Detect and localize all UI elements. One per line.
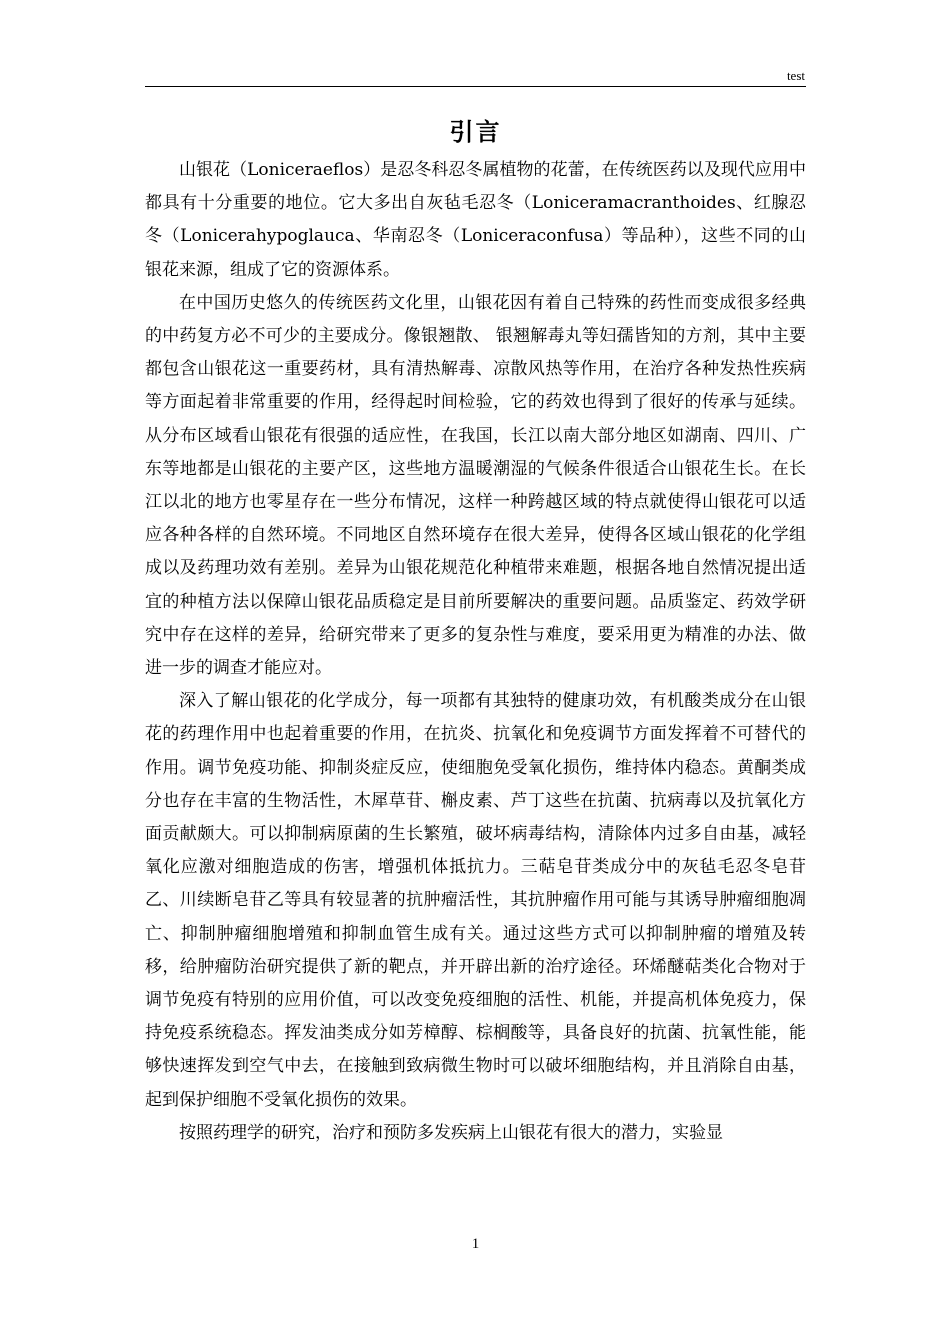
page-number: 1 (471, 1236, 480, 1252)
paragraph-4: 按照药理学的研究，治疗和预防多发疾病上山银花有很大的潜力，实验显 (179, 1122, 723, 1143)
header-rule (145, 86, 806, 87)
paragraph-2: 在中国历史悠久的传统医药文化里，山银花因有着自己特殊的药性而变成很多经典的中药复方必不可少的主要成分。像银翘散、 银翘解毒丸等妇孺皆知的方剂，其中主要都包含山银花这一重要药材，具有清热解毒、凉散风热等作用，在治疗各种发热性疾病等方面起着非常重要的作用，经得起时间检验，它的药效也得到了很好的传承与延续。从分布区域看山银花有很强的适应性，在我国，长江以南大部分地区如湖南、四川、广东等地都是山银花的主要产区，这些地方温暖潮湿的气候条件很适合山银花生长。在长江以北的地方也零星存在一些分布情况，这样一种跨越区域的特点就使得山银花可以适应各种各样的自然环境。不同地区自然环境存在很大差异，使得各区域山银花的化学组成以及药理功效有差别。差异为山银花规范化种植带来难题，根据各地自然情况提出适宜的种植方法以保障山银花品质稳定是目前所要解决的重要问题。品质鉴定、药效学研究中存在这样的差异，给研究带来了更多的复杂性与难度，要采用更为精准的办法、做进一步的调查才能应对。 (145, 292, 806, 679)
paragraph-3: 深入了解山银花的化学成分，每一项都有其独特的健康功效，有机酸类成分在山银花的药理作用中也起着重要的作用，在抗炎、抗氧化和免疫调节方面发挥着不可替代的作用。调节免疫功能、抑制炎症反应，使细胞免受氧化损伤，维持体内稳态。黄酮类成分也存在丰富的生物活性，木犀草苷、槲皮素、芦丁这些在抗菌、抗病毒以及抗氧化方面贡献颇大。可以抑制病原菌的生长繁殖，破坏病毒结构，清除体内过多自由基，减轻氧化应激对细胞造成的伤害，增强机体抵抗力。三萜皂苷类成分中的灰毡毛忍冬皂苷乙、川续断皂苷乙等具有较显著的抗肿瘤活性，其抗肿瘤作用可能与其诱导肿瘤细胞凋亡、抑制肿瘤细胞增殖和抑制血管生成有关。通过这些方式可以抑制肿瘤的增殖及转移，给肿瘤防治研究提供了新的靶点，并开辟出新的治疗途径。环烯醚萜类化合物对于调节免疫有特别的应用价值，可以改变免疫细胞的活性、机能，并提高机体免疫力，保持免疫系统稳态。挥发油类成分如芳樟醇、棕榈酸等，具备良好的抗菌、抗氧性能，能够快速挥发到空气中去，在接触到致病微生物时可以破坏细胞结构，并且消除自由基，起到保护细胞不受氧化损伤的效果。 (145, 691, 806, 1110)
body-text (145, 154, 806, 1150)
section-title: 引言 (449, 118, 502, 146)
running-header: test (786, 68, 805, 83)
paragraph-1: 山银花（Loniceraeflos）是忍冬科忍冬属植物的花蕾，在传统医药以及现代应用中都具有十分重要的地位。它大多出自灰毡毛忍冬（Loniceramacranthoides、红腺忍冬（Lonicerahypoglauca、华南忍冬（Loniceraconfusa）等品种），这些不同的山银花来源，组成了它的资源体系。 (145, 160, 806, 280)
